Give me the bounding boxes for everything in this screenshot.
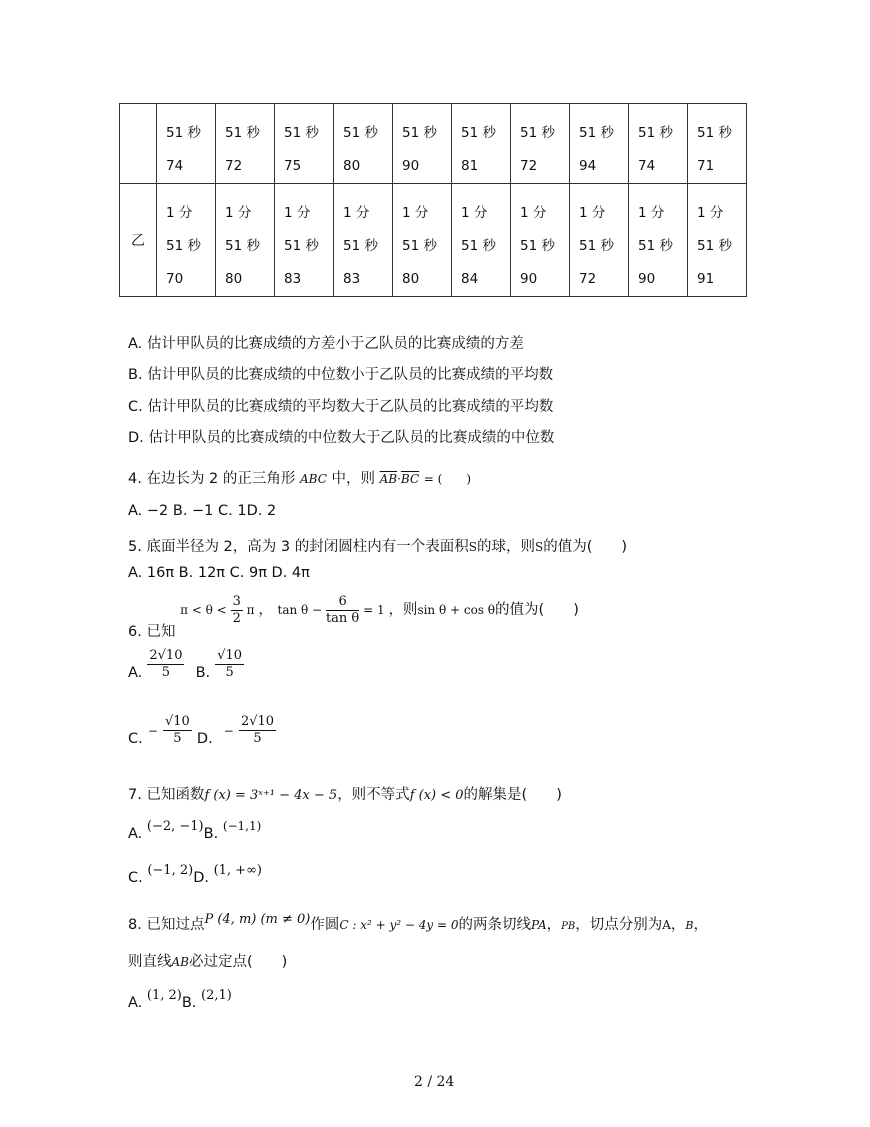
table-cell: 1 分 51 秒 90: [629, 184, 688, 297]
q7-options-ab: A. (−2, −1)B. $^{(-1,1)}$: [128, 819, 262, 842]
table-cell: 1 分 51 秒 80: [216, 184, 275, 297]
q4-options: A. −2 B. −1 C. 1D. 2: [128, 503, 277, 519]
q4-stem: 4. 在边长为 2 的正三角形 ABC 中，则 $\overline{AB}\cdot\overline{BC}$ = ( ): [128, 471, 471, 487]
table-row-jia: [120, 104, 747, 184]
q7-options-cd: C. (−1, 2)D. (1, +∞): [128, 863, 262, 886]
table-cell: 1 分 51 秒 91: [688, 184, 747, 297]
page-number: 2 / 24: [414, 1074, 455, 1090]
table-cell: 1 分 51 秒 80: [393, 184, 452, 297]
q7-stem: 7. 已知函数f (x) = 3ˣ⁺¹ − 4x − 5，则不等式f (x) < 0的解集是( ): [128, 787, 562, 803]
q3-option-c: C. 估计甲队员的比赛成绩的平均数大于乙队员的比赛成绩的平均数: [128, 399, 554, 415]
q8-stem-line2: 则直线AB必过定点( ): [128, 954, 288, 970]
q3-option-a: A. 估计甲队员的比赛成绩的方差小于乙队员的比赛成绩的方差: [128, 336, 524, 352]
table-cell: 51 秒 74: [629, 104, 688, 184]
q6-stem: 6. 已知 π < θ < $\frac{3}{2}$ π ， tan θ − $\frac{6}{\text{tan θ}}$ = 1 ，则sin θ + cos θ的值为( ): [128, 594, 579, 640]
q3-option-b: B. 估计甲队员的比赛成绩的中位数小于乙队员的比赛成绩的平均数: [128, 367, 554, 383]
table-cell: 51 秒 80: [334, 104, 393, 184]
table-cell: 1 分 51 秒 83: [334, 184, 393, 297]
table-cell: 51 秒 74: [157, 104, 216, 184]
table-cell: 51 秒 94: [570, 104, 629, 184]
score-table: [119, 103, 747, 297]
table-row-yi: [120, 184, 747, 297]
row-label-jia: [120, 104, 157, 184]
table-cell: 51 秒 90: [393, 104, 452, 184]
q5-stem: 5. 底面半径为 2，高为 3 的封闭圆柱内有一个表面积S的球，则S的值为( ): [128, 539, 628, 555]
table-cell: 51 秒 72: [511, 104, 570, 184]
q5-options: A. 16π B. 12π C. 9π D. 4π: [128, 565, 310, 581]
table-cell: 1 分 51 秒 70: [157, 184, 216, 297]
table-cell: 51 秒 72: [216, 104, 275, 184]
table-cell: 1 分 51 秒 84: [452, 184, 511, 297]
table-cell: 1 分 51 秒 83: [275, 184, 334, 297]
q8-stem: 8. 已知过点P (4, m) (m ≠ 0)作圆C : x² + y² − 4y = 0的两条切线PA，PB，切点分别为A，B，: [128, 912, 708, 933]
q6-options-cd: C. − $\frac{√10}{5}$ D. − $\frac{2√10}{5}$: [128, 714, 275, 747]
table-cell: 51 秒 71: [688, 104, 747, 184]
q6-options-ab: A. $\frac{2√10}{5}$ B. $\frac{√10}{5}$: [128, 648, 243, 681]
row-label-yi: 乙: [120, 184, 157, 297]
q8-options: A. (1, 2)B. (2,1): [128, 988, 232, 1011]
table-cell: 51 秒 81: [452, 104, 511, 184]
table-cell: 1 分 51 秒 72: [570, 184, 629, 297]
table-cell: 51 秒 75: [275, 104, 334, 184]
q3-option-d: D. 估计甲队员的比赛成绩的中位数大于乙队员的比赛成绩的中位数: [128, 430, 555, 446]
table-cell: 1 分 51 秒 90: [511, 184, 570, 297]
